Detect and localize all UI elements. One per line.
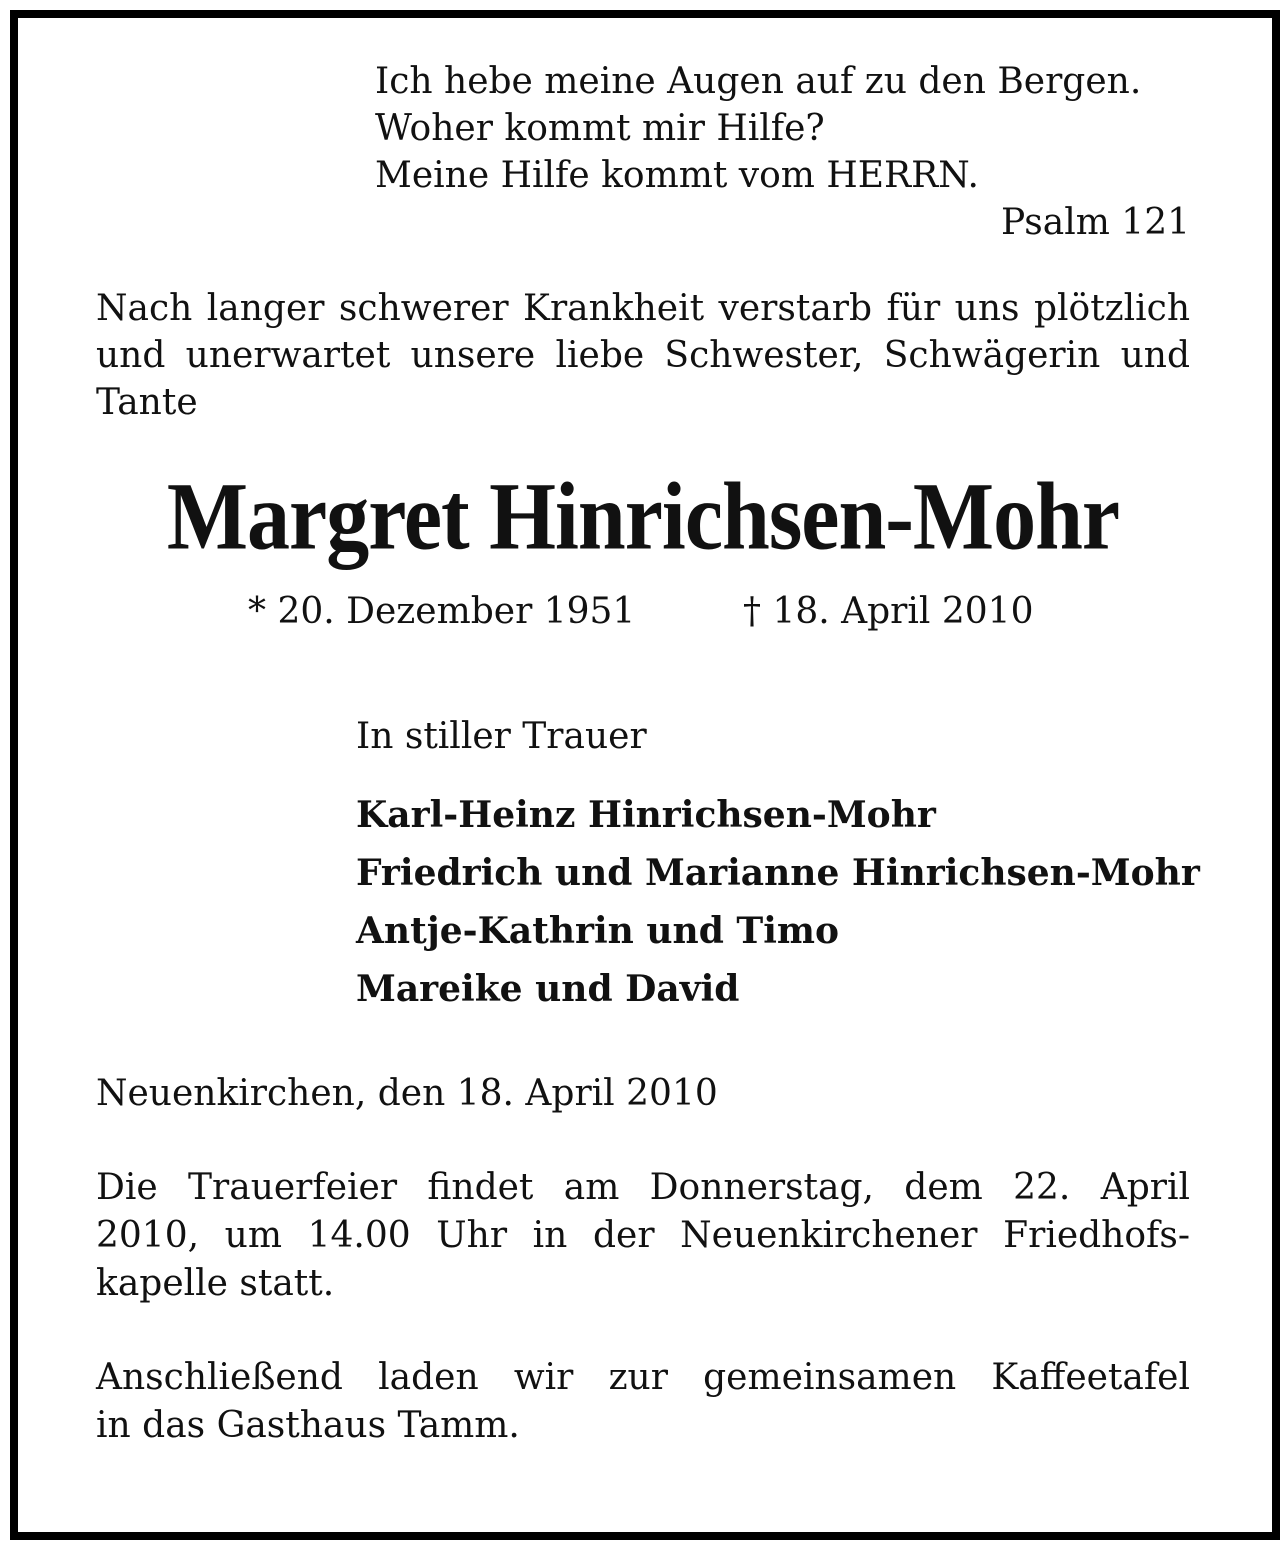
- place-and-date: Neuenkirchen, den 18. April 2010: [96, 1073, 718, 1114]
- service-line: kapelle statt.: [96, 1263, 335, 1304]
- birth-date: * 20. Dezember 1951: [248, 591, 636, 632]
- mourners-block: [356, 713, 1200, 1018]
- mourner-name: Mareike und David: [356, 968, 740, 1010]
- intro-text: Nach langer schwerer Krankheit verstarb für uns plötzlich und unerwartet unsere liebe Schwester, Schwägerin und Tante: [96, 288, 1190, 423]
- obituary-content: [96, 58, 1200, 1450]
- psalm-line: Ich hebe meine Augen auf zu den Bergen.: [375, 61, 1142, 102]
- psalm-line: Woher kommt mir Hilfe?: [375, 108, 825, 149]
- funeral-service-text: [96, 1164, 1190, 1308]
- obituary-frame: [10, 10, 1280, 1540]
- service-line: Die Trauerfeier findet am Donnerstag, dem 22. April: [96, 1167, 1190, 1208]
- service-line: 2010, um 14.00 Uhr in der Neuenkirchener Friedhofs-: [96, 1215, 1190, 1256]
- psalm-line: Meine Hilfe kommt vom HERRN.: [375, 155, 979, 196]
- reception-text: [96, 1354, 1190, 1450]
- mourners-heading: In stiller Trauer: [356, 716, 647, 757]
- reception-line: in das Gasthaus Tamm.: [96, 1405, 520, 1446]
- death-date: † 18. April 2010: [743, 591, 1034, 632]
- mourner-name: Friedrich und Marianne Hinrichsen-Mohr: [356, 852, 1200, 894]
- mourner-name: Karl-Heinz Hinrichsen-Mohr: [356, 794, 936, 836]
- deceased-name: Margret Hinrichsen-Mohr: [166, 462, 1120, 570]
- mourner-name: Antje-Kathrin und Timo: [356, 910, 839, 952]
- psalm-reference: Psalm 121: [1001, 202, 1190, 243]
- life-dates: [96, 588, 1190, 635]
- reception-line: Anschließend laden wir zur gemeinsamen Kaffeetafel: [96, 1357, 1190, 1398]
- psalm-quote: [375, 58, 1190, 246]
